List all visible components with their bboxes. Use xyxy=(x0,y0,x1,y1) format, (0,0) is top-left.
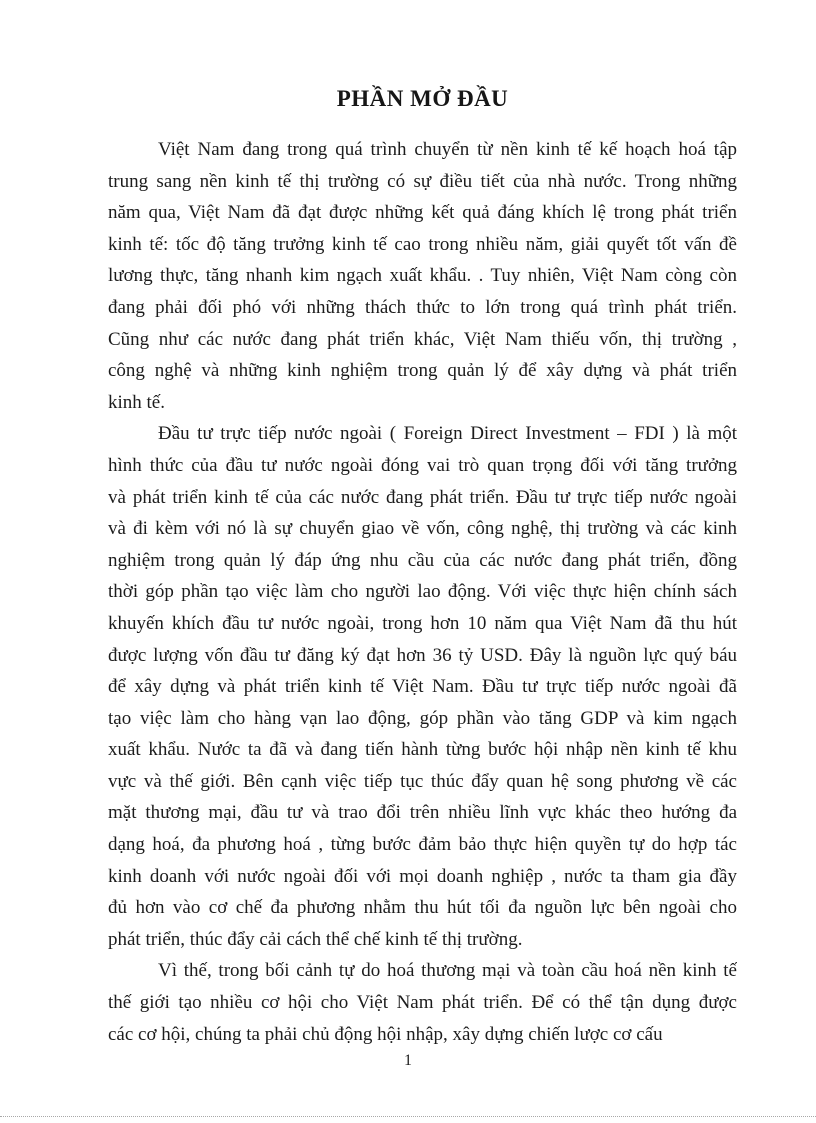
text-line: hình thức của đầu tư nước ngoài đóng vai trò quan trọng đối với tăng trưởng xyxy=(108,454,737,476)
text-line: để xây dựng và phát triển kinh tế Việt Nam. Đầu tư trực tiếp nước ngoài đã xyxy=(108,676,737,698)
text-line: Cũng như các nước đang phát triển khác, Việt Nam thiếu vốn, thị trường , xyxy=(108,328,737,350)
text-line: công nghệ và những kinh nghiệm trong quản lý để xây dựng và phát triển xyxy=(108,360,737,382)
text-line: Vì thế, trong bối cảnh tự do hoá thương mại và toàn cầu hoá nền kinh tế xyxy=(158,960,737,982)
page-number: 1 xyxy=(404,1052,412,1069)
text-line: trung sang nền kinh tế thị trường có sự điều tiết của nhà nước. Trong những xyxy=(108,170,737,192)
text-line: khuyến khích đầu tư nước ngoài, trong hơn 10 năm qua Việt Nam đã thu hút xyxy=(108,612,737,634)
text-line: mặt thương mại, đầu tư và trao đổi trên nhiều lĩnh vực khác theo hướng đa xyxy=(108,802,737,824)
text-line: Việt Nam đang trong quá trình chuyển từ nền kinh tế kế hoạch hoá tập xyxy=(158,139,737,160)
text-line: phát triển, thúc đẩy cải cách thể chế kinh tế thị trường. xyxy=(108,928,523,950)
text-line: xuất khẩu. Nước ta đã và đang tiến hành từng bước hội nhập nền kinh tế khu xyxy=(108,739,737,761)
page-bottom-divider xyxy=(0,1116,816,1117)
document-body xyxy=(108,134,737,1050)
text-line: tạo việc làm cho hàng vạn lao động, góp phần vào tăng GDP và kim ngạch xyxy=(108,707,737,729)
text-line: vực và thế giới. Bên cạnh việc tiếp tục thúc đẩy quan hệ song phương về các xyxy=(108,770,737,792)
text-line: đang phải đối phó với những thách thức to lớn trong quá trình phát triển. xyxy=(108,296,737,318)
text-line: kinh doanh với nước ngoài đối với mọi doanh nghiệp , nước ta tham gia đầy xyxy=(108,865,737,887)
text-line: đủ hơn vào cơ chế đa phương nhằm thu hút tối đa nguồn lực bên ngoài cho xyxy=(108,897,737,919)
text-line: kinh tế. xyxy=(108,391,165,413)
text-line: và đi kèm với nó là sự chuyển giao về vốn, công nghệ, thị trường và các kinh xyxy=(108,518,737,540)
text-line: dạng hoá, đa phương hoá , từng bước đảm bảo thực hiện quyền tự do hợp tác xyxy=(108,834,737,856)
document-title: PHẦN MỞ ĐẦU xyxy=(336,86,509,111)
text-line: lương thực, tăng nhanh kim ngạch xuất khẩu. . Tuy nhiên, Việt Nam còng còn xyxy=(108,265,737,287)
text-line: Đầu tư trực tiếp nước ngoài ( Foreign Direct Investment – FDI ) là một xyxy=(158,423,737,445)
text-line: được lượng vốn đầu tư đăng ký đạt hơn 36 tỷ USD. Đây là nguồn lực quý báu xyxy=(108,644,737,666)
text-line: và phát triển kinh tế của các nước đang phát triển. Đầu tư trực tiếp nước ngoài xyxy=(108,486,737,508)
text-line: kinh tế: tốc độ tăng trưởng kinh tế cao trong nhiều năm, giải quyết tốt vấn đề xyxy=(108,233,737,255)
text-line: thế giới tạo nhiều cơ hội cho Việt Nam phát triển. Để có thể tận dụng được xyxy=(108,992,737,1014)
text-line: các cơ hội, chúng ta phải chủ động hội nhập, xây dựng chiến lược cơ cấu xyxy=(108,1023,663,1045)
text-line: thời góp phần tạo việc làm cho người lao động. Với việc thực hiện chính sách xyxy=(108,581,737,603)
text-line: nghiệm trong quản lý đáp ứng nhu cầu của các nước đang phát triển, đồng xyxy=(108,549,737,571)
text-line: năm qua, Việt Nam đã đạt được những kết quả đáng khích lệ trong phát triển xyxy=(108,202,737,224)
